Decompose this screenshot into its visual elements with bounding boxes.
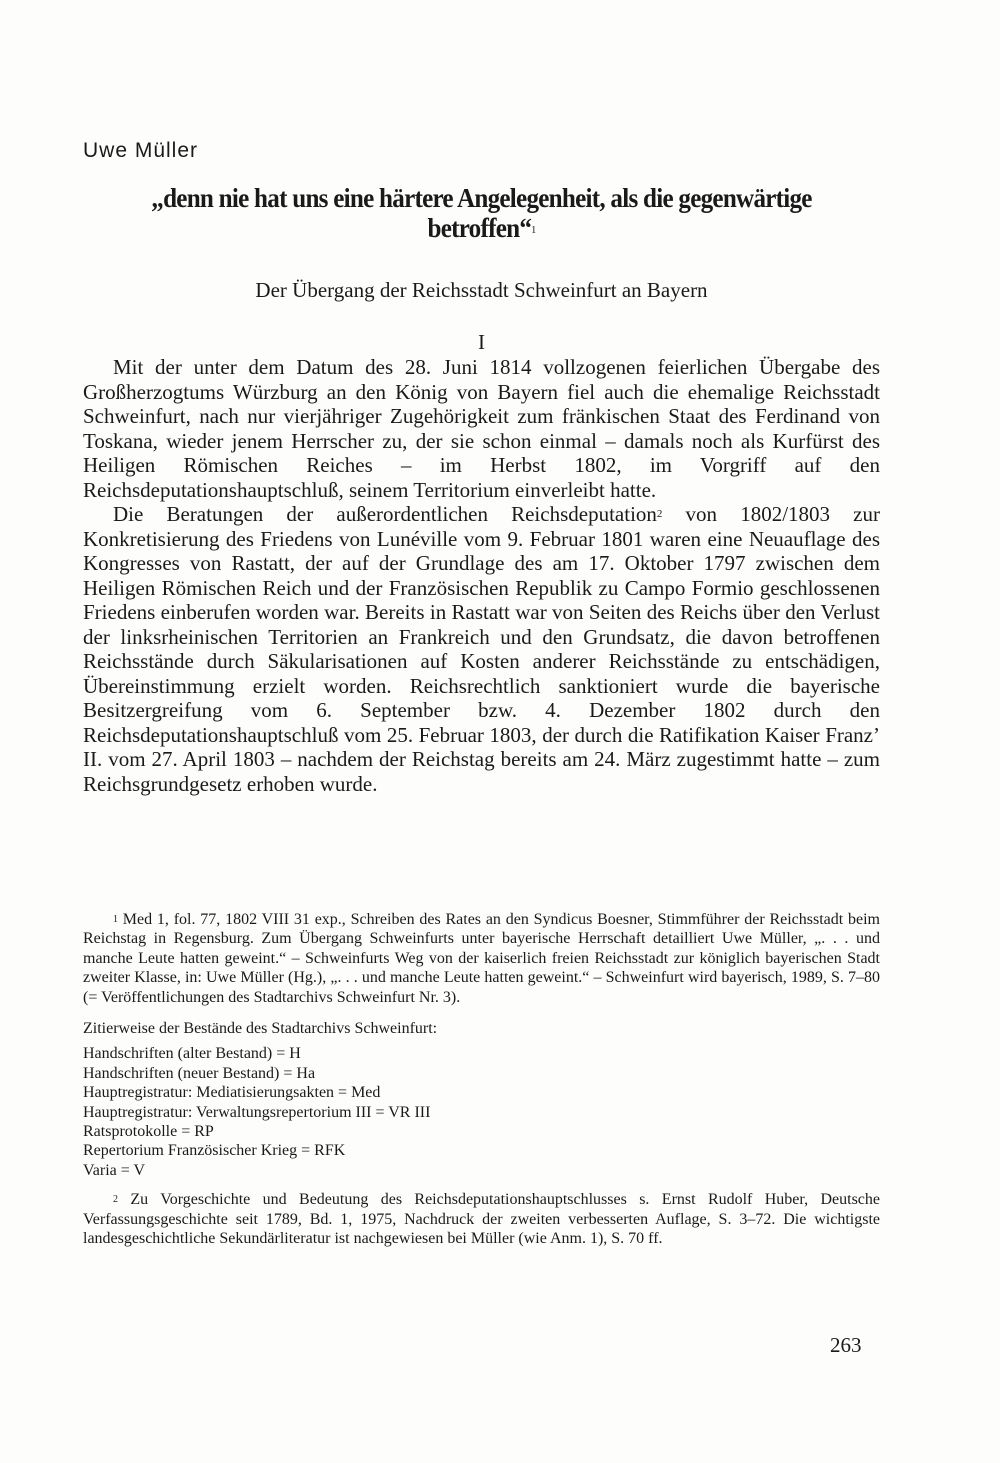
body-text — [83, 355, 880, 796]
citation-item: Repertorium Französischer Krieg = RFK — [83, 1142, 346, 1160]
footnotes — [83, 910, 880, 1249]
author-name: Uwe Müller — [83, 139, 199, 162]
paragraph-1: Mit der unter dem Datum des 28. Juni 1814 vollzogenen feierlichen Übergabe des Großherzogtums Würzburg an den König von Bayern fiel auch die ehemalige Reichsstadt Schweinfurt, nach nur vierjähriger Zugehörigkeit zum fränkischen Staat des Ferdinand von Toskana, wieder jenem Herrscher zu, der sie schon einmal – damals noch als Kurfürst des Heiligen Römischen Reiches – im Herbst 1802, im Vorgriff auf den Reichsdeputationshauptschluß, seinem Territorium einverleibt hatte. — [83, 355, 880, 502]
citation-item: Varia = V — [83, 1161, 146, 1179]
title-line-1: „denn nie hat uns eine härtere Angelegenheit, als die gegenwärtige — [151, 183, 812, 213]
page-number: 263 — [830, 1333, 862, 1357]
footnote-1 — [83, 910, 880, 1007]
citation-item: Handschriften (alter Bestand) = H — [83, 1045, 301, 1063]
footnote-2 — [83, 1190, 880, 1248]
article-subtitle: Der Übergang der Reichsstadt Schweinfurt an Bayern — [255, 278, 708, 302]
paragraph-2-start: Die Beratungen der außerordentlichen Reichsdeputation — [113, 502, 657, 526]
title-line-2: betroffen“ — [427, 213, 532, 243]
article-title — [111, 183, 852, 243]
title-footnote-ref: 1 — [531, 224, 536, 236]
footnote-2-number: 2 — [113, 1194, 118, 1206]
citation-item: Hauptregistratur: Verwaltungsrepertorium III = VR III — [83, 1103, 431, 1121]
citation-item: Ratsprotokolle = RP — [83, 1123, 214, 1141]
footnote-1-number: 1 — [113, 914, 118, 925]
citation-item: Hauptregistratur: Mediatisierungsakten = Med — [83, 1084, 381, 1102]
paragraph-2-rest: von 1802/1803 zur Konkretisierung des Friedens von Lunéville vom 9. Februar 1801 waren eine Neuauflage des Kongresses von Rastatt, der auf der Grundlage des am 17. Oktober 1797 zwischen dem Heiligen Römischen Reich und der Französischen Republik zu Campo Formio geschlossenen Friedens einberufen worden war. Bereits in Rastatt war von Seiten des Reichs über den Verlust der linksrheinischen Territorien an Frankreich und den Grundsatz, die davon betroffenen Reichsstände durch Säkularisationen auf Kosten anderer Reichsstände zu entschädigen, Übereinstimmung erzielt worden. Reichsrechtlich sanktioniert wurde die bayerische Besitzergreifung vom 6. September bzw. 4. Dezember 1802 durch den Reichsdeputationshauptschluß vom 25. Februar 1803, der durch die Ratifikation Kaiser Franz’ II. vom 27. April 1803 – nachdem der Reichstag bereits am 24. März zugestimmt hatte – zum Reichsgrundgesetz erhoben wurde. — [83, 502, 880, 796]
citation-item: Handschriften (neuer Bestand) = Ha — [83, 1064, 316, 1082]
citation-list — [83, 1044, 880, 1180]
footnote-ref-2: 2 — [656, 508, 663, 520]
footnote-2-text: Zu Vorgeschichte und Bedeutung des Reichsdeputationshauptschlusses s. Ernst Rudolf Huber, Deutsche Verfassungsgeschichte seit 1789, Bd. 1, 1975, Nachdruck der zweiten verbesserten Auflage, S. 3–72. Die wichtigste landesgeschichtliche Sekundärliteratur ist nachgewiesen bei Müller (wie Anm. 1), S. 70 ff. — [83, 1191, 880, 1248]
paragraph-2 — [83, 502, 880, 796]
footnote-1-text: Med 1, fol. 77, 1802 VIII 31 exp., Schreiben des Rates an den Syndicus Boesner, Stimmführer der Reichsstadt beim Reichstag in Regensburg. Zum Übergang Schweinfurts unter bayerische Herrschaft detailliert Uwe Müller, „. . . und manche Leute hatten geweint.“ – Schweinfurts Weg von der kaiserlich freien Reichsstadt zur königlich bayerischen Stadt zweiter Klasse, in: Uwe Müller (Hg.), „. . . und manche Leute hatten geweint.“ – Schweinfurt wird bayerisch, 1989, S. 7–80 (= Veröffentlichungen des Stadtarchivs Schweinfurt Nr. 3). — [83, 911, 880, 1006]
section-numeral: I — [478, 330, 485, 354]
citation-heading: Zitierweise der Bestände des Stadtarchivs Schweinfurt: — [83, 1020, 438, 1038]
